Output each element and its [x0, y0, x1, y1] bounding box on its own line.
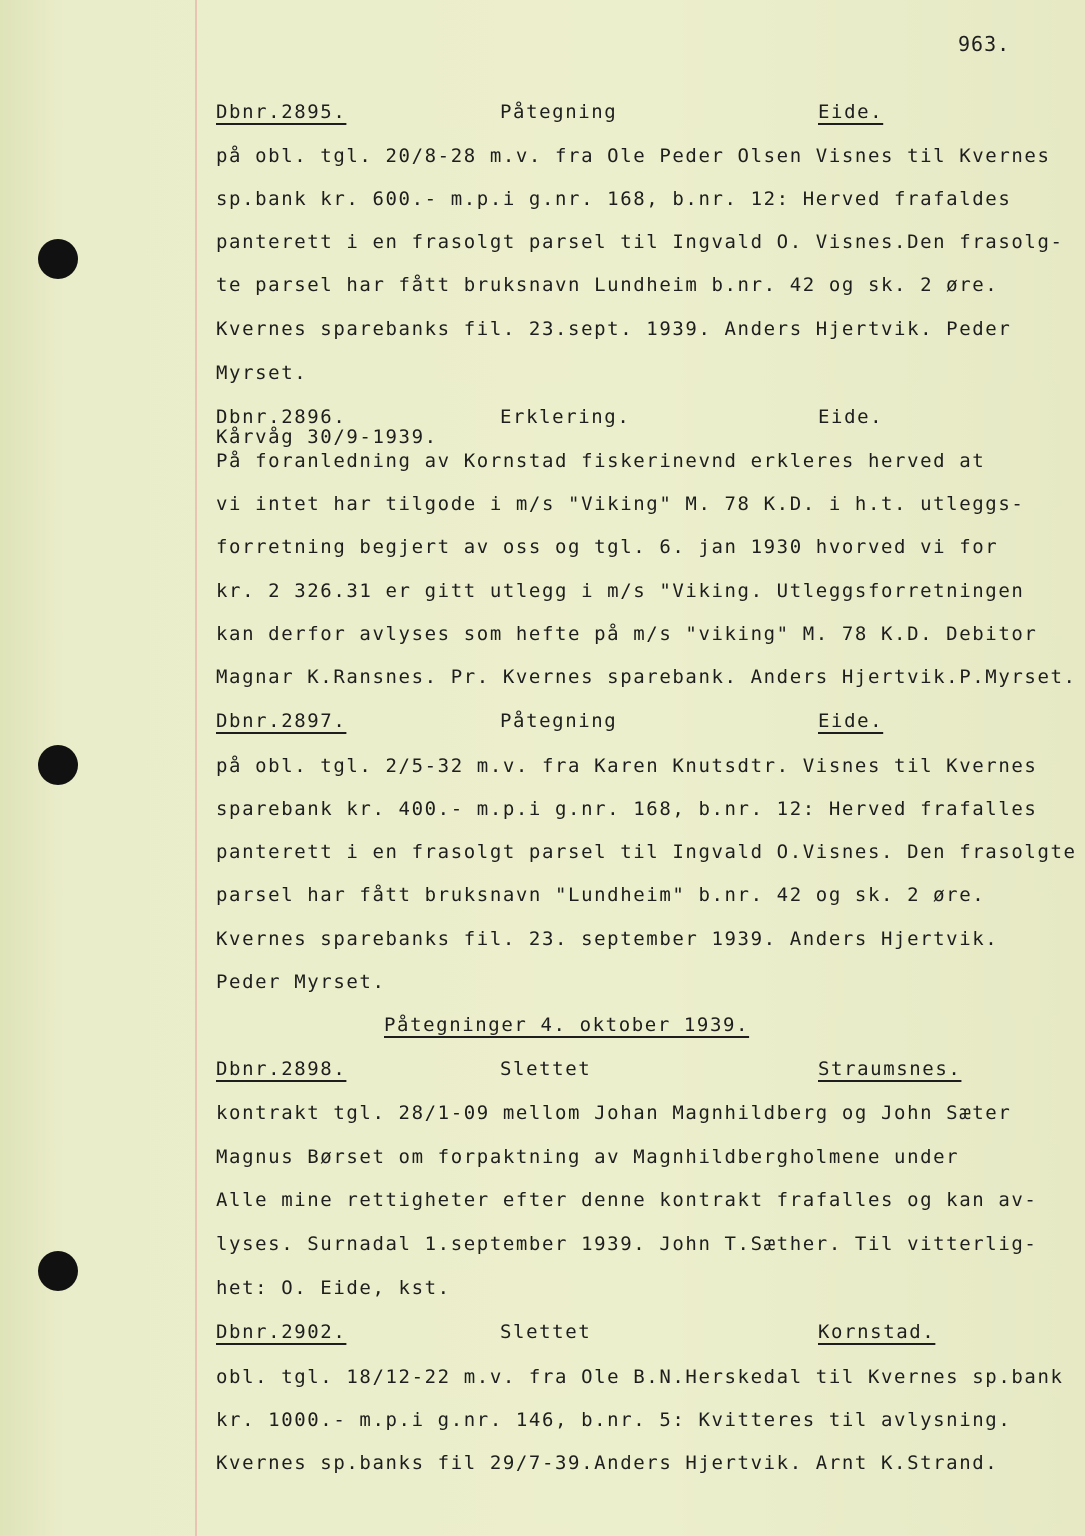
entry-text-line: kr. 1000.- m.p.i g.nr. 146, b.nr. 5: Kvitteres til avlysning. [216, 1409, 1012, 1431]
entry-text-line: sp.bank kr. 600.- m.p.i g.nr. 168, b.nr. 12: Herved frafaldes [216, 188, 1012, 210]
section-heading: Påtegninger 4. oktober 1939. [384, 1014, 750, 1036]
entry-place: Straumsnes. [818, 1058, 962, 1080]
entry-type: Slettet [500, 1321, 592, 1343]
margin-line [195, 0, 197, 1536]
entry-text-line: På foranledning av Kornstad fiskerinevnd erkleres herved at [216, 450, 986, 472]
entry-place: Eide. [818, 101, 884, 123]
entry-dbnr: Dbnr.2897. [216, 710, 347, 732]
entry-subline: Kårvåg 30/9-1939. [216, 426, 438, 448]
entry-text-line: Kvernes sparebanks fil. 23.sept. 1939. Anders Hjertvik. Peder [216, 318, 1012, 340]
entry-type: Erklering. [500, 406, 631, 428]
entry-text-line: Kvernes sparebanks fil. 23. september 1939. Anders Hjertvik. [216, 928, 999, 950]
entry-text-line: Kvernes sp.banks fil 29/7-39.Anders Hjertvik. Arnt K.Strand. [216, 1452, 999, 1474]
entry-text-line: vi intet har tilgode i m/s "Viking" M. 78 K.D. i h.t. utleggs- [216, 493, 1025, 515]
entry-text-line: kr. 2 326.31 er gitt utlegg i m/s "Viking. Utleggsforretningen [216, 580, 1025, 602]
punch-hole [38, 745, 78, 785]
entry-text-line: kan derfor avlyses som hefte på m/s "viking" M. 78 K.D. Debitor [216, 623, 1038, 645]
page-number: 963. [958, 32, 1011, 56]
entry-place: Kornstad. [818, 1321, 936, 1343]
entry-text-line: på obl. tgl. 20/8-28 m.v. fra Ole Peder Olsen Visnes til Kvernes [216, 145, 1051, 167]
entry-text-line: te parsel har fått bruksnavn Lundheim b.nr. 42 og sk. 2 øre. [216, 274, 999, 296]
entry-text-line: Alle mine rettigheter efter denne kontrakt frafalles og kan av- [216, 1189, 1038, 1211]
entry-text-line: sparebank kr. 400.- m.p.i g.nr. 168, b.nr. 12: Herved frafalles [216, 798, 1038, 820]
entry-type: Påtegning [500, 710, 618, 732]
entry-type: Slettet [500, 1058, 592, 1080]
entry-text-line: kontrakt tgl. 28/1-09 mellom Johan Magnhildberg og John Sæter [216, 1102, 1012, 1124]
entry-text-line: panterett i en frasolgt parsel til Ingvald O.Visnes. Den frasolgte [216, 841, 1077, 863]
entry-text-line: het: O. Eide, kst. [216, 1277, 451, 1299]
entry-dbnr: Dbnr.2895. [216, 101, 347, 123]
entry-text-line: obl. tgl. 18/12-22 m.v. fra Ole B.N.Herskedal til Kvernes sp.bank [216, 1366, 1064, 1388]
entry-text-line: Magnus Børset om forpaktning av Magnhildbergholmene under [216, 1146, 960, 1168]
entry-dbnr: Dbnr.2896. [216, 406, 347, 428]
entry-type: Påtegning [500, 101, 618, 123]
entry-dbnr: Dbnr.2902. [216, 1321, 347, 1343]
entry-place: Eide. [818, 406, 884, 428]
entry-text-line: forretning begjert av oss og tgl. 6. jan 1930 hvorved vi for [216, 536, 999, 558]
punch-hole [38, 239, 78, 279]
entry-text-line: på obl. tgl. 2/5-32 m.v. fra Karen Knutsdtr. Visnes til Kvernes [216, 755, 1038, 777]
entry-place: Eide. [818, 710, 884, 732]
entry-text-line: lyses. Surnadal 1.september 1939. John T.Sæther. Til vitterlig- [216, 1233, 1038, 1255]
entry-text-line: Peder Myrset. [216, 971, 386, 993]
entry-text-line: parsel har fått bruksnavn "Lundheim" b.nr. 42 og sk. 2 øre. [216, 884, 986, 906]
punch-hole [38, 1251, 78, 1291]
entry-text-line: panterett i en frasolgt parsel til Ingvald O. Visnes.Den frasolg- [216, 231, 1064, 253]
entry-text-line: Myrset. [216, 362, 308, 384]
entry-dbnr: Dbnr.2898. [216, 1058, 347, 1080]
entry-text-line: Magnar K.Ransnes. Pr. Kvernes sparebank. Anders Hjertvik.P.Myrset. [216, 666, 1077, 688]
